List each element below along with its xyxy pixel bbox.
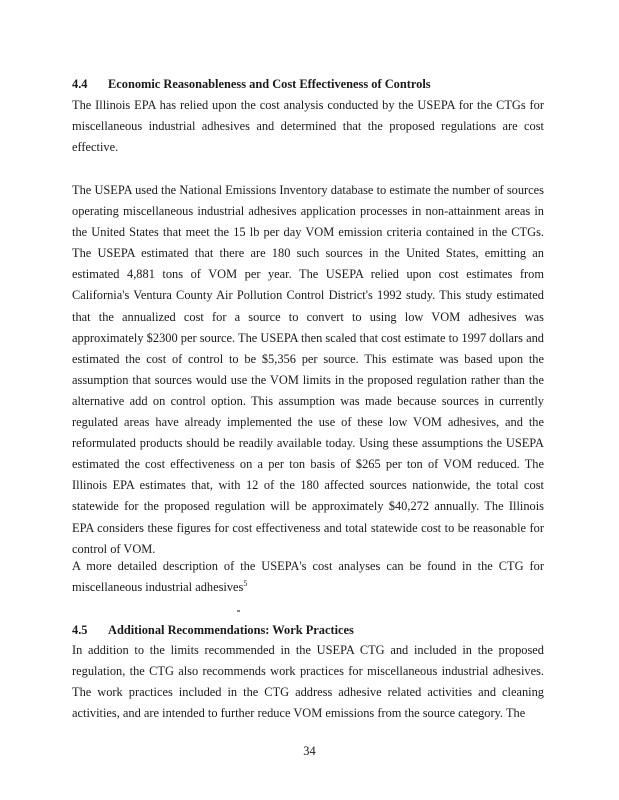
- section-number: 4.5: [72, 623, 88, 637]
- footnote-reference: 5: [243, 578, 248, 588]
- paragraph: In addition to the limits recommended in the USEPA CTG and included in the proposed regulation, the CTG also recommends work practices for miscellaneous industrial adhesives. The work practices included in the CTG address adhesive related activities and cleaning activities, and are intended to further reduce VOM emissions from the source category. The: [72, 643, 544, 721]
- paragraph: The USEPA used the National Emissions Inventory database to estimate the number of sources operating miscellaneous industrial adhesives application processes in non-attainment areas in the United States that meet the 15 lb per day VOM emission criteria contained in the CTGs. The USEPA estimated that there are 180 such sources in the United States, emitting an estimated 4,881 tons of VOM per year. The USEPA relied upon cost estimates from California's Ventura County Air Pollution Control District's 1992 study. This study estimated that the annualized cost for a source to convert to using low VOM adhesives was approximately $2300 per source. The USEPA then scaled that cost estimate to 1997 dollars and estimated the cost of control to be $5,356 per source. This estimate was based upon the assumption that sources would use the VOM limits in the proposed regulation rather than the alternative add on control option. This assumption was made because sources in currently regulated areas have already implemented the use of these low VOM adhesives, and the reformulated products should be readily available today. Using these assumptions the USEPA estimated the cost effectiveness on a per ton basis of $265 per ton of VOM reduced. The Illinois EPA estimates that, with 12 of the 180 affected sources nationwide, the total cost statewide for the proposed regulation will be approximately $40,272 annually. The Illinois EPA considers these figures for cost effectiveness and total statewide cost to be reasonable for control of VOM.: [72, 183, 544, 556]
- section-title: Additional Recommendations: Work Practices: [108, 623, 354, 637]
- paragraph: The Illinois EPA has relied upon the cost analysis conducted by the USEPA for the CTGs for miscellaneous industrial adhesives and determined that the proposed regulations are cost effective.: [72, 98, 544, 155]
- scan-artifact: [237, 610, 240, 612]
- section-heading-4-4: [72, 76, 431, 92]
- page-number: 34: [303, 744, 316, 758]
- paragraph-text: A more detailed description of the USEPA's cost analyses can be found in the CTG for miscellaneous industrial adhesives: [72, 559, 544, 595]
- section-title: Economic Reasonableness and Cost Effectiveness of Controls: [108, 77, 431, 91]
- section-heading-4-5: [72, 622, 354, 638]
- section-number: 4.4: [72, 77, 88, 91]
- paragraph: [72, 556, 544, 598]
